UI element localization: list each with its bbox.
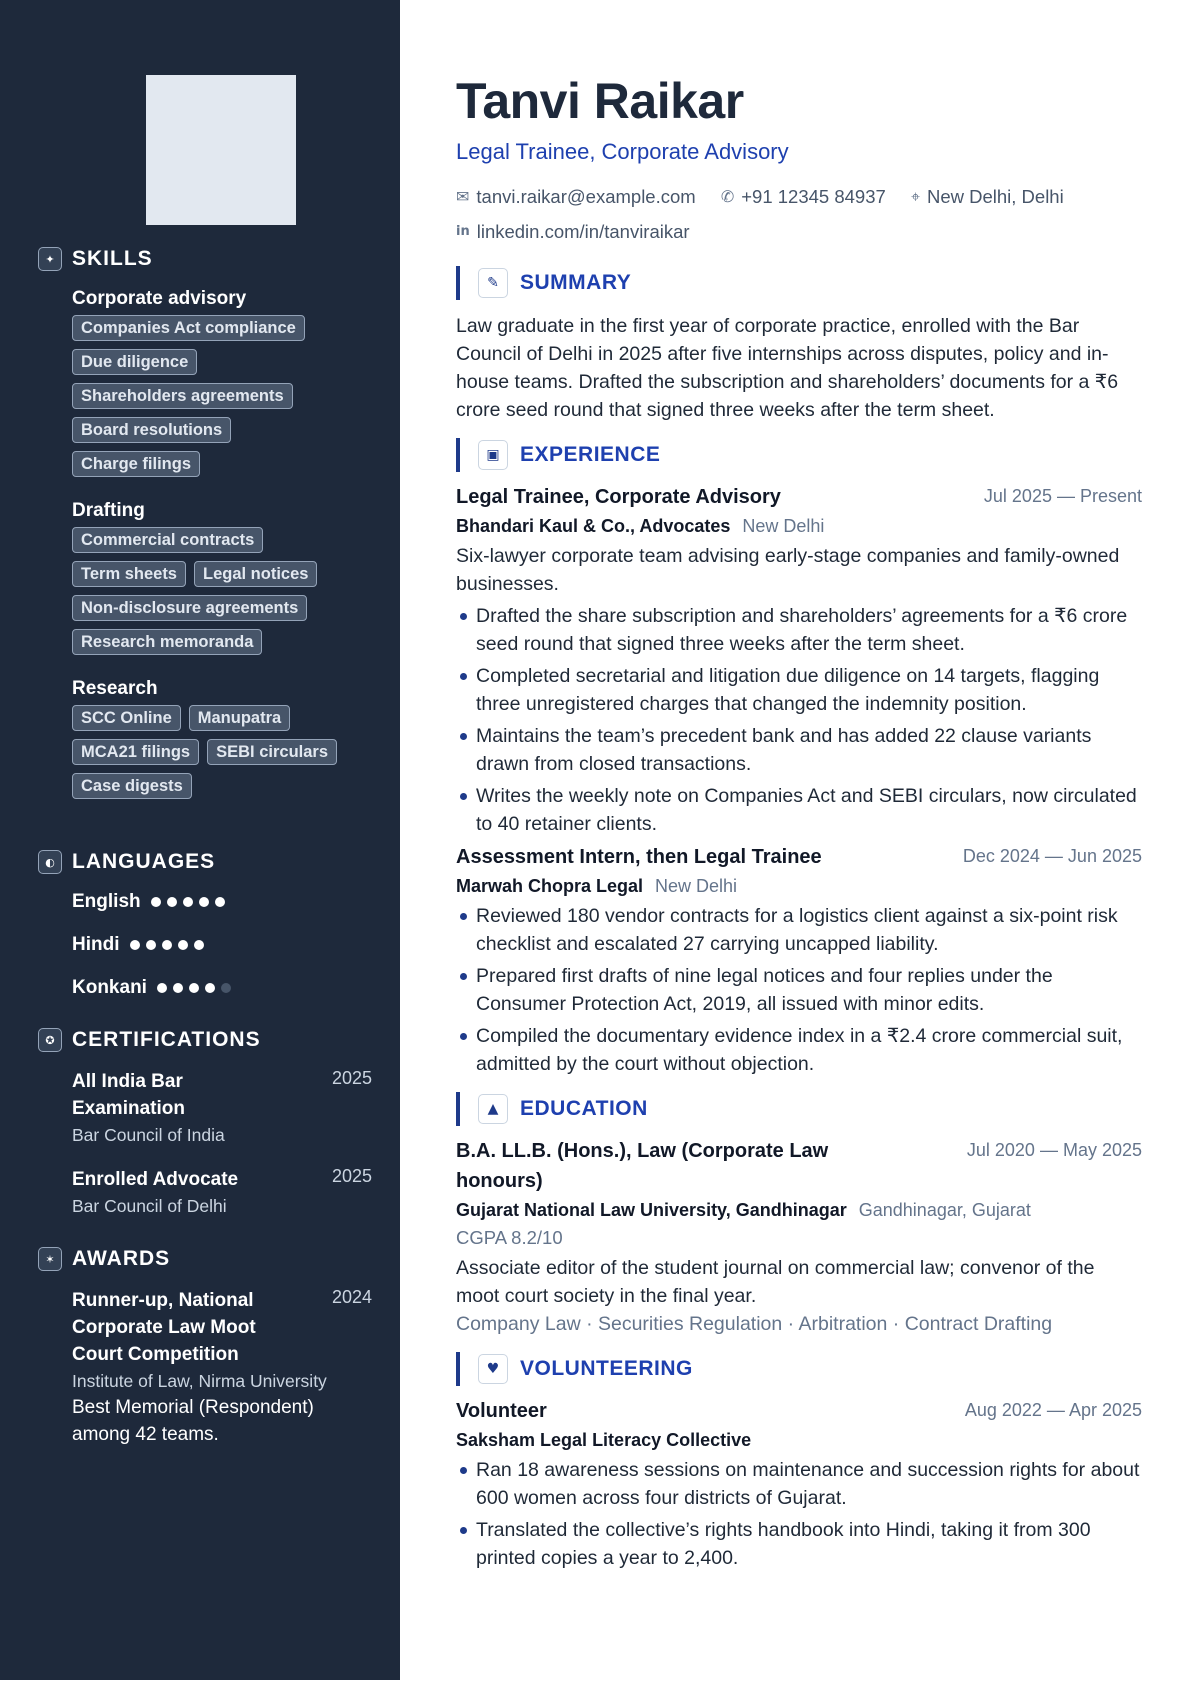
language-item: [72, 923, 237, 966]
candidate-role: Legal Trainee, Corporate Advisory: [456, 139, 789, 164]
skills-header: [38, 245, 372, 273]
skill-chips: [72, 315, 372, 485]
languages-header: [38, 848, 237, 876]
language-name: English: [72, 890, 141, 912]
skills-section: [38, 245, 372, 807]
education-header: [456, 1092, 1142, 1126]
email-text: tanvi.raikar@example.com: [476, 186, 696, 207]
certifications-title: CERTIFICATIONS: [72, 1028, 261, 1051]
location-text: New Delhi, Delhi: [926, 186, 1064, 207]
contact-info: [456, 180, 1142, 248]
job-bullets: [456, 902, 1142, 1078]
summary-text: Law graduate in the first year of corporate practice, enrolled with the Bar Council of Delhi in 2025 after five internships across disputes, policy and in-house teams. Drafted the subscription and shareholders’ documents for a ₹6 crore seed round that signed three weeks after the term sheet.: [456, 315, 1119, 421]
volunteer-dates: Aug 2022 — Apr 2025: [964, 1400, 1142, 1420]
summary-title: SUMMARY: [520, 271, 632, 294]
language-name: Hindi: [72, 933, 120, 955]
degree: B.A. LL.B. (Hons.), Law (Corporate Law honours): [456, 1140, 829, 1192]
certification-issuer: Bar Council of India: [72, 1125, 225, 1145]
language-item: [72, 880, 237, 923]
volunteering-header: [456, 1352, 1142, 1386]
school-name: Gujarat National Law University, Gandhinagar: [456, 1200, 847, 1220]
education-section: [456, 1092, 1142, 1338]
summary-header: [456, 266, 1142, 300]
volunteer-bullet: Translated the collective’s rights handbook into Hindi, taking it from 300 printed copies a year to 2,400.: [456, 1516, 1142, 1572]
volunteering-title: VOLUNTEERING: [520, 1357, 693, 1380]
education-dates: Jul 2020 — May 2025: [966, 1140, 1142, 1160]
job-entry: [456, 842, 1142, 1078]
job-location: New Delhi: [655, 876, 738, 896]
certifications-section: [38, 1026, 372, 1219]
volunteer-bullet: Ran 18 awareness sessions on maintenance and succession rights for about 600 women across four districts of Gujarat.: [456, 1456, 1142, 1512]
certification-issuer: Bar Council of Delhi: [72, 1196, 227, 1216]
certification-title: All India Bar Examination: [72, 1071, 185, 1119]
skill-chip: Shareholders agreements: [72, 383, 293, 409]
experience-title: EXPERIENCE: [520, 443, 661, 466]
job-org: [456, 872, 1142, 900]
experience-section: [456, 438, 1142, 1078]
skill-chip: Legal notices: [194, 561, 317, 587]
job-bullet: Writes the weekly note on Companies Act and SEBI circulars, now circulated to 40 retainer clients.: [456, 782, 1142, 838]
job-dates: Dec 2024 — Jun 2025: [962, 846, 1142, 866]
contact-email[interactable]: [456, 181, 696, 213]
volunteer-entry: [456, 1396, 1142, 1572]
award-icon: ✶: [38, 1247, 62, 1271]
sidebar: [0, 0, 400, 1680]
skill-group-name: Corporate advisory: [72, 288, 247, 309]
volunteer-org: Saksham Legal Literacy Collective: [456, 1430, 752, 1450]
skill-group-name: Research: [72, 678, 158, 699]
skills-title: SKILLS: [72, 247, 153, 270]
skill-chip: MCA21 filings: [72, 739, 199, 765]
skill-chip: Board resolutions: [72, 417, 231, 443]
skill-chip: Research memoranda: [72, 629, 262, 655]
awards-section: [38, 1245, 372, 1448]
skill-chip: Charge filings: [72, 451, 200, 477]
language-level-dots: [151, 897, 231, 907]
certification-title: Enrolled Advocate: [72, 1169, 239, 1190]
contact-phone[interactable]: [721, 181, 886, 213]
graduation-cap-icon: ▲: [478, 1094, 508, 1124]
languages-section: [38, 848, 237, 1009]
education-title: EDUCATION: [520, 1097, 648, 1120]
job-bullet: Completed secretarial and litigation due diligence on 14 targets, flagging three unregistered charges that changed the indemnity position.: [456, 662, 1142, 718]
job-org: [456, 512, 1142, 540]
language-name: Konkani: [72, 976, 147, 998]
job-title: Assessment Intern, then Legal Trainee: [456, 846, 822, 868]
job-description: Six-lawyer corporate team advising early-stage companies and family-owned businesses.: [456, 545, 1120, 595]
skill-group-name: Drafting: [72, 500, 145, 521]
map-pin-icon: ⌖: [910, 187, 920, 206]
school-location: Gandhinagar, Gujarat: [858, 1200, 1031, 1220]
job-bullet: Reviewed 180 vendor contracts for a logistics client against a six-point risk checklist and escalated 27 carrying uncapped liability.: [456, 902, 1142, 958]
skill-chip: Due diligence: [72, 349, 197, 375]
skill-chip: Manupatra: [189, 705, 290, 731]
skill-chip: Non-disclosure agreements: [72, 595, 307, 621]
award-note: Best Memorial (Respondent) among 42 teams.: [72, 1397, 314, 1445]
job-title: Legal Trainee, Corporate Advisory: [456, 486, 781, 508]
languages-icon: ◐: [38, 850, 62, 874]
candidate-name: Tanvi Raikar: [456, 73, 744, 129]
job-dates: Jul 2025 — Present: [983, 486, 1142, 506]
linkedin-text: linkedin.com/in/tanviraikar: [476, 221, 690, 242]
contact-linkedin[interactable]: [456, 216, 690, 248]
skill-chip: SCC Online: [72, 705, 181, 731]
skills-icon: ✦: [38, 247, 62, 271]
awards-header: [38, 1245, 372, 1273]
volunteer-bullets: [456, 1456, 1142, 1572]
education-entry: [456, 1136, 1142, 1338]
skill-chip: Commercial contracts: [72, 527, 263, 553]
contact-location: [911, 181, 1064, 213]
summary-icon: ✎: [478, 268, 508, 298]
job-bullet: Maintains the team’s precedent bank and has added 22 clause variants drawn from closed transactions.: [456, 722, 1142, 778]
linkedin-icon: in: [456, 224, 470, 239]
volunteer-icon: ♥: [478, 1354, 508, 1384]
volunteer-role: Volunteer: [456, 1400, 547, 1422]
job-bullet: Prepared first drafts of nine legal notices and four replies under the Consumer Protection Act, 2019, all issued with minor edits.: [456, 962, 1142, 1018]
education-description: Associate editor of the student journal on commercial law; convenor of the moot court society in the final year.: [456, 1257, 1095, 1307]
awards-title: AWARDS: [72, 1247, 171, 1270]
summary-section: [456, 266, 1142, 424]
certification-year: 2025: [331, 1068, 372, 1088]
award-issuer: Institute of Law, Nirma University: [72, 1371, 327, 1391]
job-bullets: [456, 602, 1142, 838]
language-level-dots: [157, 983, 237, 993]
phone-text: +91 12345 84937: [741, 186, 886, 207]
job-org-name: Bhandari Kaul & Co., Advocates: [456, 516, 731, 536]
certifications-header: [38, 1026, 372, 1054]
skill-chips: [72, 705, 372, 807]
certification-year: 2025: [331, 1166, 372, 1186]
job-location: New Delhi: [742, 516, 825, 536]
award-year: 2024: [331, 1287, 372, 1307]
profile-photo-placeholder: [146, 75, 296, 225]
school: [456, 1196, 1142, 1224]
award-item: [72, 1287, 372, 1448]
job-entry: [456, 482, 1142, 838]
phone-icon: ✆: [720, 187, 735, 206]
skill-chip: Case digests: [72, 773, 192, 799]
skill-chip: SEBI circulars: [207, 739, 337, 765]
education-grade: CGPA 8.2/10: [456, 1227, 563, 1248]
experience-header: [456, 438, 1142, 472]
language-item: [72, 966, 237, 1009]
volunteering-section: [456, 1352, 1142, 1572]
job-bullet: Compiled the documentary evidence index in a ₹2.4 crore commercial suit, admitted by the court without objection.: [456, 1022, 1142, 1078]
mail-icon: ✉: [456, 187, 470, 206]
skill-chip: Companies Act compliance: [72, 315, 305, 341]
skill-chip: Term sheets: [72, 561, 186, 587]
briefcase-icon: ▣: [478, 440, 508, 470]
job-org-name: Marwah Chopra Legal: [456, 876, 644, 896]
certification-item: [72, 1166, 372, 1219]
language-level-dots: [130, 940, 210, 950]
languages-title: LANGUAGES: [72, 850, 216, 873]
education-courses: Company Law · Securities Regulation · Arbitration · Contract Drafting: [456, 1313, 1053, 1335]
certificate-icon: ✪: [38, 1028, 62, 1052]
award-title: Runner-up, National Corporate Law Moot Court Competition: [72, 1290, 256, 1365]
certification-item: [72, 1068, 372, 1148]
job-bullet: Drafted the share subscription and shareholders’ agreements for a ₹6 crore seed round that signed three weeks after the term sheet.: [456, 602, 1142, 658]
main-content: [456, 70, 1142, 1576]
skill-chips: [72, 527, 372, 663]
